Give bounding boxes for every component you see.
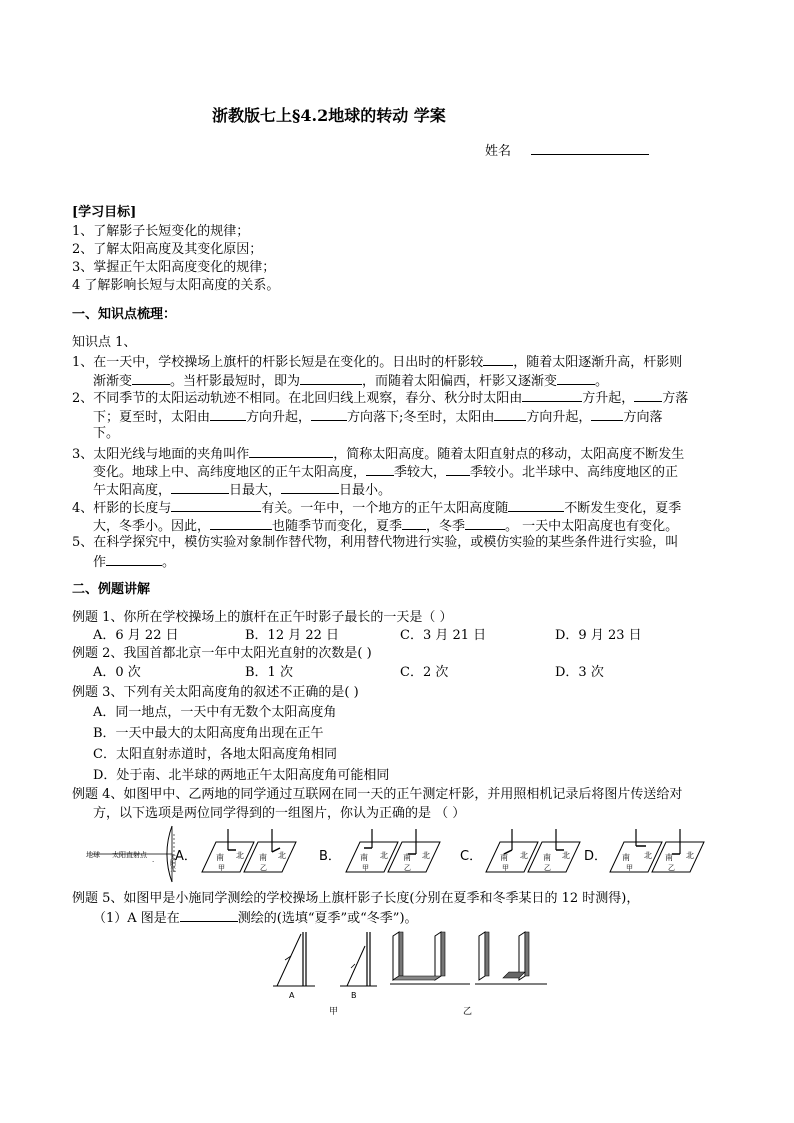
figure-yi-left <box>390 932 470 984</box>
objective-item: 4 了解影响长短与太阳高度的关系。 <box>72 278 280 293</box>
blank[interactable] <box>171 479 229 494</box>
blank[interactable] <box>446 461 470 476</box>
section2-heading: 二、例题讲解 <box>72 582 151 597</box>
direct-point-label: 太阳直射点 <box>112 851 147 859</box>
option-c[interactable]: C．太阳直射赤道时，各地太阳高度角相同 <box>93 747 337 762</box>
figure-jia-label: 甲 <box>329 1007 339 1017</box>
text: 方向升起， <box>246 410 312 425</box>
text: 午太阳高度， <box>93 483 172 498</box>
text: 方向落下;冬至时，太阳由 <box>347 410 495 425</box>
name-field[interactable] <box>531 140 649 155</box>
option-a[interactable]: A． <box>175 849 197 864</box>
objectives-heading: [学习目标] <box>72 205 137 220</box>
text: 。 <box>162 555 176 570</box>
q2-line1 <box>72 387 688 408</box>
option-b-figure <box>346 829 440 872</box>
blank[interactable] <box>281 479 339 494</box>
tile-jia: 甲 <box>218 864 225 872</box>
option-b[interactable]: B． <box>319 849 341 864</box>
example4-question-line2: 方，以下选项是两位同学得到的一组图片，你认为正确的是 （ ） <box>93 806 466 821</box>
text: 大，冬季小。因此， <box>93 519 211 534</box>
text: 变化。地球上中、高纬度地区的正午太阳高度， <box>93 465 367 480</box>
example5-question: 例题 5、如图甲是小施同学测绘的学校操场上旗杆影子长度(分别在夏季和冬季某日的 12 时测得)， <box>72 891 640 906</box>
text: ，简称太阳高度。随着太阳直射点的移动，太阳高度不断发生 <box>333 447 685 462</box>
blank[interactable] <box>522 387 582 402</box>
tile-north: 北 <box>686 851 694 860</box>
text: 季较大， <box>394 465 447 480</box>
example4-question-line1: 例题 4、如图甲中、乙两地的同学通过互联网在同一天的正午测定杆影，并用照相机记录后将图片传送给对 <box>72 787 683 802</box>
option-c[interactable]: C．2 次 <box>400 665 449 680</box>
text: 。当杆影最短时，即为 <box>170 374 301 389</box>
objective-item: 3、掌握正午太阳高度变化的规律； <box>72 260 276 275</box>
text: 日最小。 <box>339 483 392 498</box>
tile-yi: 乙 <box>260 864 267 872</box>
example4-figure <box>72 824 712 884</box>
blank[interactable] <box>249 443 333 458</box>
name-label-text: 姓名 <box>485 144 512 159</box>
text: ，而随着太阳偏西，杆影又逐渐变 <box>362 374 558 389</box>
blank[interactable] <box>132 370 170 385</box>
option-a[interactable]: A．同一地点，一天中有无数个太阳高度角 <box>93 705 337 720</box>
tile-south: 南 <box>665 853 673 862</box>
option-a[interactable]: A．6 月 22 日 <box>93 628 179 643</box>
option-d[interactable]: D．处于南、北半球的两地正午太阳高度角可能相同 <box>93 768 390 783</box>
example1-question: 例题 1、你所在学校操场上的旗杆在正午时影子最长的一天是（ ） <box>72 610 453 625</box>
q5-line1: 5、在科学探究中，模仿实验对象制作替代物，利用替代物进行实验，或模仿实验的某些条件进行实验，叫 <box>72 535 679 550</box>
tile-south: 南 <box>403 853 411 862</box>
option-d[interactable]: D．9 月 23 日 <box>555 628 642 643</box>
blank[interactable] <box>180 907 238 922</box>
blank[interactable] <box>494 406 526 421</box>
tile-south: 南 <box>259 853 267 862</box>
text: 1、在一天中，学校操场上旗杆的杆影长短是在变化的。日出时的杆影较 <box>72 355 484 370</box>
example5-sub1 <box>93 907 418 928</box>
option-d[interactable]: D．3 次 <box>555 665 604 680</box>
text: 测绘的(选填“夏季”或“冬季”)。 <box>237 911 418 926</box>
tile-south: 南 <box>216 853 224 862</box>
text: 不断发生变化，夏季 <box>564 501 682 516</box>
tile-north: 北 <box>278 851 286 860</box>
blank[interactable] <box>300 370 362 385</box>
tile-north: 北 <box>236 851 244 860</box>
q2-line3: 下。 <box>93 426 120 441</box>
text: 也随季节而变化，夏季 <box>272 519 403 534</box>
tile-north: 北 <box>380 851 388 860</box>
option-d-figure <box>610 829 704 872</box>
text: 方升起， <box>582 391 635 406</box>
text: 作 <box>93 555 107 570</box>
text: 有关。一年中，一个地方的正午太阳高度随 <box>261 501 509 516</box>
text: 方向落 <box>623 410 663 425</box>
name-label <box>485 140 649 161</box>
tile-yi: 乙 <box>668 864 675 872</box>
blank[interactable] <box>210 406 246 421</box>
option-d[interactable]: D． <box>584 849 608 864</box>
figure-a-label: A <box>289 991 295 1000</box>
tile-jia: 甲 <box>362 864 369 872</box>
blank[interactable] <box>634 387 662 402</box>
sun-light-label: 太阳光 <box>168 854 176 872</box>
text: ，随着太阳逐渐升高，杆影则 <box>513 355 683 370</box>
text: 渐渐变 <box>93 374 133 389</box>
blank[interactable] <box>106 551 162 566</box>
option-c[interactable]: C． <box>460 849 483 864</box>
blank[interactable] <box>465 515 505 530</box>
option-b[interactable]: B．一天中最大的太阳高度角出现在正午 <box>93 726 324 741</box>
example2-question: 例题 2、我国首都北京一年中太阳光直射的次数是( ) <box>72 646 372 661</box>
option-b[interactable]: B．12 月 22 日 <box>245 628 340 643</box>
q5-line2 <box>93 551 175 572</box>
text: 2、不同季节的太阳运动轨迹不相同。在北回归线上观察，春分、秋分时太阳由 <box>72 391 523 406</box>
tile-yi: 乙 <box>404 864 411 872</box>
blank[interactable] <box>171 497 261 512</box>
option-b[interactable]: B．1 次 <box>245 665 293 680</box>
blank[interactable] <box>311 406 347 421</box>
text: 。 一天中太阳高度也有变化。 <box>505 519 679 534</box>
blank[interactable] <box>210 515 272 530</box>
text: 方落 <box>662 391 689 406</box>
option-c[interactable]: C．3 月 21 日 <box>400 628 487 643</box>
tile-north: 北 <box>422 851 430 860</box>
tile-jia: 甲 <box>502 864 509 872</box>
figure-b <box>340 932 377 1000</box>
tile-north: 北 <box>520 851 528 860</box>
option-a-figure <box>202 829 296 872</box>
text: 。 <box>595 374 609 389</box>
text: 季较小。北半球中、高纬度地区的正 <box>470 465 679 480</box>
figure-yi-label: 乙 <box>463 1007 473 1017</box>
objective-item: 1、了解影子长短变化的规律； <box>72 224 250 239</box>
text: ，冬季 <box>426 519 466 534</box>
blank[interactable] <box>402 515 426 530</box>
tile-south: 南 <box>500 853 508 862</box>
earth-diagram <box>86 826 176 882</box>
tile-north: 北 <box>644 851 652 860</box>
text: （1）A 图是在 <box>93 911 180 926</box>
tile-south: 南 <box>543 853 551 862</box>
tile-south: 南 <box>622 853 630 862</box>
tile-south: 南 <box>360 853 368 862</box>
q2-line2 <box>93 406 662 427</box>
q1-line1 <box>72 351 682 372</box>
tile-jia: 甲 <box>626 864 633 872</box>
text: 方向升起， <box>526 410 592 425</box>
page-title: 浙教版七上§4.2地球的转动 学案 <box>212 106 446 125</box>
option-c-figure <box>486 829 580 872</box>
blank[interactable] <box>366 461 394 476</box>
section1-heading: 一、知识点梳理： <box>72 307 177 322</box>
objective-item: 2、了解太阳高度及其变化原因； <box>72 242 263 257</box>
option-a[interactable]: A．0 次 <box>93 665 141 680</box>
direct-point-marker: · <box>152 858 155 866</box>
blank[interactable] <box>557 370 595 385</box>
earth-label: 地球 <box>86 851 100 859</box>
example5-figure <box>265 928 565 1018</box>
tile-north: 北 <box>562 851 570 860</box>
text: 下；夏至时，太阳由 <box>93 410 211 425</box>
figure-b-label: B <box>351 991 357 1000</box>
example3-question: 例题 3、下列有关太阳高度角的叙述不正确的是( ) <box>72 685 359 700</box>
figure-yi-right <box>475 932 547 984</box>
blank[interactable] <box>483 351 513 366</box>
blank[interactable] <box>508 497 564 512</box>
text: 日最大， <box>229 483 282 498</box>
blank[interactable] <box>591 406 623 421</box>
text: 4、杆影的长度与 <box>72 501 172 516</box>
text: 3、太阳光线与地面的夹角叫作 <box>72 447 250 462</box>
figure-a <box>273 932 315 1000</box>
knowledge-point-label: 知识点 1、 <box>72 335 137 350</box>
tile-yi: 乙 <box>544 864 551 872</box>
